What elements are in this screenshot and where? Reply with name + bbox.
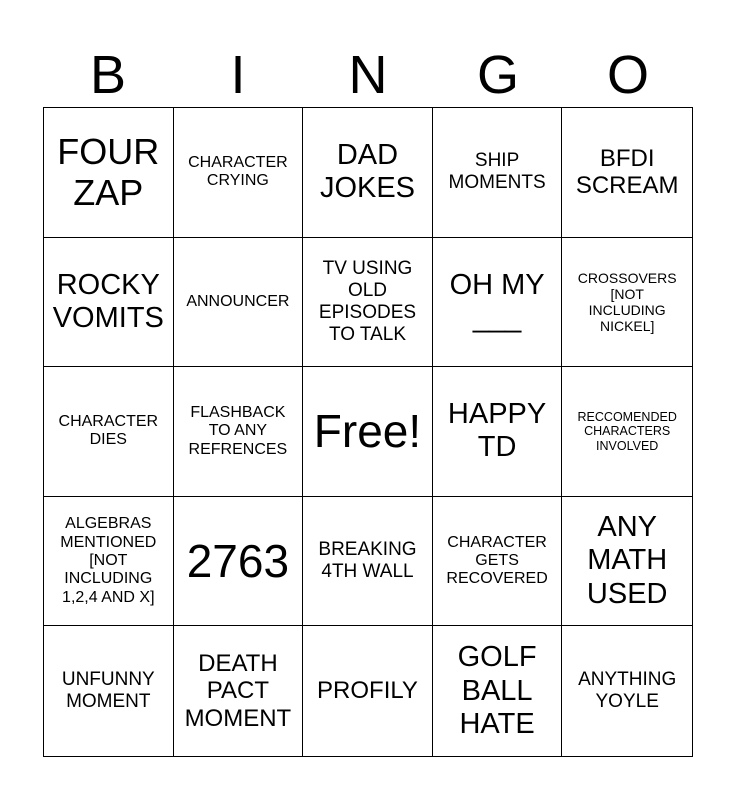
- bingo-cell[interactable]: PROFILY: [303, 626, 433, 756]
- bingo-cell[interactable]: DEATH PACT MOMENT: [174, 626, 304, 756]
- bingo-cell[interactable]: ROCKY VOMITS: [44, 238, 174, 368]
- bingo-cell[interactable]: RECCOMENDED CHARACTERS INVOLVED: [562, 367, 692, 497]
- bingo-cell[interactable]: FLASHBACK TO ANY REFRENCES: [174, 367, 304, 497]
- bingo-cell[interactable]: ANNOUNCER: [174, 238, 304, 368]
- bingo-cell[interactable]: ANYTHING YOYLE: [578, 669, 677, 713]
- header-letter-g: G: [476, 45, 519, 105]
- bingo-cell[interactable]: CHARACTER CRYING: [174, 108, 304, 238]
- bingo-cell[interactable]: SHIP MOMENTS: [433, 108, 563, 238]
- bingo-header: [43, 42, 693, 108]
- bingo-cell[interactable]: UNFUNNY MOMENT: [44, 626, 174, 756]
- bingo-cell[interactable]: GOLF BALL HATE: [433, 626, 563, 756]
- bingo-cell[interactable]: OH MY ___: [433, 238, 563, 368]
- bingo-cell[interactable]: 2763: [174, 497, 304, 627]
- bingo-cell[interactable]: CHARACTER GETS RECOVERED: [433, 497, 563, 627]
- bingo-cell[interactable]: DAD JOKES: [303, 108, 433, 238]
- bingo-cell[interactable]: BREAKING 4TH WALL: [303, 497, 433, 627]
- bingo-cell[interactable]: BFDI SCREAM: [562, 108, 692, 238]
- bingo-board: [43, 107, 693, 757]
- header-letter-n: N: [348, 45, 388, 105]
- bingo-cell[interactable]: ANY MATH USED: [562, 497, 692, 627]
- bingo-cell[interactable]: HAPPY TD: [433, 367, 563, 497]
- bingo-cell-free[interactable]: Free!: [303, 367, 433, 497]
- bingo-cell[interactable]: TV USING OLD EPISODES TO TALK: [303, 238, 433, 368]
- bingo-cell[interactable]: ALGEBRAS MENTIONED [NOT INCLUDING 1,2,4 AND X]: [44, 497, 174, 627]
- header-letter-b: B: [89, 45, 127, 105]
- bingo-cell[interactable]: CROSSOVERS [NOT INCLUDING NICKEL]: [562, 238, 692, 368]
- header-letter-o: O: [606, 45, 649, 105]
- bingo-cell[interactable]: CHARACTER DIES: [44, 367, 174, 497]
- bingo-cell[interactable]: FOUR ZAP: [44, 108, 174, 238]
- header-letter-i: I: [230, 45, 246, 105]
